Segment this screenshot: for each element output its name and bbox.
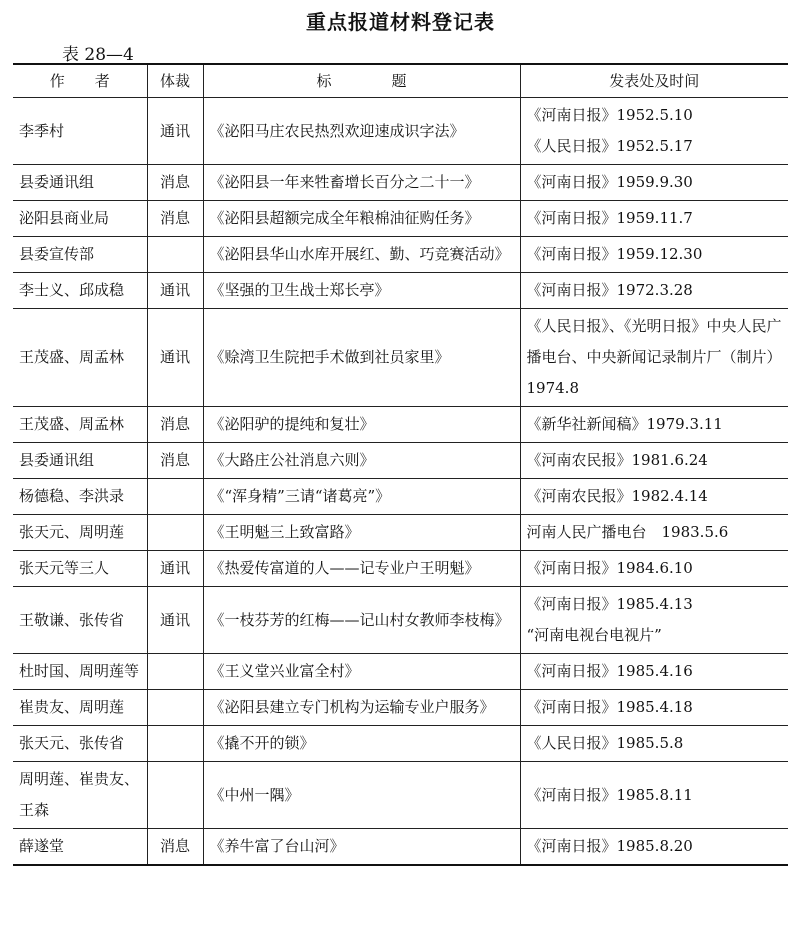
author-cell: 县委宣传部 [13,237,147,273]
table-label: 表 28—4 [62,45,134,65]
genre-cell [147,690,203,726]
publication-cell [520,237,788,273]
publication-line: 《河南日报》1952.5.10 [526,106,693,124]
table-row [13,237,788,273]
publication-cell [520,829,788,866]
table-row [13,479,788,515]
headline-cell: 《坚强的卫生战士郑长亭》 [203,273,520,309]
author-cell: 泌阳县商业局 [13,201,147,237]
table-row [13,654,788,690]
publication-line: 《河南日报》1985.4.18 [526,698,693,716]
author-cell: 县委通讯组 [13,165,147,201]
publication-line: 《河南日报》1959.11.7 [526,209,693,227]
genre-cell: 通讯 [147,273,203,309]
publication-line: 《新华社新闻稿》1979.3.11 [526,415,723,433]
table-row [13,443,788,479]
table-row [13,829,788,866]
publication-cell [520,273,788,309]
column-header-headline: 标 题 [203,64,520,98]
author-cell: 张天元、周明莲 [13,515,147,551]
publication-line: 《人民日报》1985.5.8 [526,734,684,752]
publication-cell [520,309,788,407]
registration-table [13,63,788,866]
publication-line: 《河南日报》1984.6.10 [526,559,693,577]
publication-line: 《河南日报》1985.4.13 [526,595,693,613]
headline-cell: 《大路庄公社消息六则》 [203,443,520,479]
headline-cell: 《一枝芬芳的红梅——记山村女教师李枝梅》 [203,587,520,654]
headline-cell: 《泌阳马庄农民热烈欢迎速成识字法》 [203,98,520,165]
table-row [13,165,788,201]
genre-cell [147,762,203,829]
publication-line: 《河南农民报》1982.4.14 [526,487,708,505]
genre-cell: 通讯 [147,98,203,165]
table-body [13,98,788,866]
publication-line: “河南电视台电视片” [526,626,662,644]
author-cell: 王敬谦、张传省 [13,587,147,654]
column-header-genre: 体裁 [147,64,203,98]
table-row [13,515,788,551]
genre-cell [147,237,203,273]
author-cell: 周明莲、崔贵友、王森 [13,762,147,829]
publication-cell [520,726,788,762]
author-cell: 薛遂堂 [13,829,147,866]
table-row [13,407,788,443]
publication-line: 《河南日报》1959.12.30 [526,245,703,263]
publication-cell [520,690,788,726]
headline-cell: 《中州一隅》 [203,762,520,829]
headline-cell: 《“浑身精”三请“诸葛亮”》 [203,479,520,515]
genre-cell [147,654,203,690]
column-header-publication: 发表处及时间 [520,64,788,98]
headline-cell: 《泌阳驴的提纯和复壮》 [203,407,520,443]
author-cell: 张天元等三人 [13,551,147,587]
author-cell: 王茂盛、周孟林 [13,309,147,407]
table-row [13,587,788,654]
table-row [13,201,788,237]
author-cell: 杜时国、周明莲等 [13,654,147,690]
table-row [13,273,788,309]
headline-cell: 《撬不开的锁》 [203,726,520,762]
headline-cell: 《泌阳县一年来牲畜增长百分之二十一》 [203,165,520,201]
author-cell: 李季村 [13,98,147,165]
table-row [13,551,788,587]
table-row [13,726,788,762]
genre-cell: 消息 [147,201,203,237]
genre-cell: 通讯 [147,551,203,587]
headline-cell: 《王义堂兴业富全村》 [203,654,520,690]
page-title: 重点报道材料登记表 [306,10,495,34]
publication-cell [520,201,788,237]
genre-cell: 通讯 [147,587,203,654]
genre-cell: 通讯 [147,309,203,407]
headline-cell: 《热爱传富道的人——记专业户王明魁》 [203,551,520,587]
publication-cell [520,587,788,654]
author-cell: 崔贵友、周明莲 [13,690,147,726]
publication-line: 《人民日报》、《光明日报》中央人民广播电台、中央新闻记录制片厂（制片）1974.8 [526,317,782,397]
author-cell: 王茂盛、周孟林 [13,407,147,443]
publication-line: 《河南日报》1985.4.16 [526,662,693,680]
publication-cell [520,654,788,690]
publication-line: 《河南日报》1959.9.30 [526,173,693,191]
genre-cell: 消息 [147,165,203,201]
publication-cell [520,407,788,443]
publication-cell [520,479,788,515]
genre-cell [147,479,203,515]
publication-line: 河南人民广播电台 1983.5.6 [526,523,729,541]
genre-cell: 消息 [147,443,203,479]
publication-cell [520,443,788,479]
table-row [13,309,788,407]
genre-cell: 消息 [147,829,203,866]
publication-line: 《河南日报》1985.8.11 [526,785,693,804]
publication-line: 《河南日报》1972.3.28 [526,281,693,299]
publication-line: 《人民日报》1952.5.17 [526,137,693,155]
column-header-author: 作 者 [13,64,147,98]
publication-cell [520,515,788,551]
headline-cell: 《泌阳县建立专门机构为运输专业户服务》 [203,690,520,726]
headline-cell: 《养牛富了台山河》 [203,829,520,866]
table-row [13,690,788,726]
genre-cell [147,515,203,551]
publication-cell [520,165,788,201]
author-cell: 张天元、张传省 [13,726,147,762]
table-row [13,98,788,165]
publication-line: 《河南农民报》1981.6.24 [526,451,708,469]
headline-cell: 《泌阳县华山水库开展红、勤、巧竞赛活动》 [203,237,520,273]
genre-cell: 消息 [147,407,203,443]
genre-cell [147,726,203,762]
publication-cell [520,762,788,829]
author-cell: 杨德稳、李洪录 [13,479,147,515]
author-cell: 李士义、邱成稳 [13,273,147,309]
author-cell: 县委通讯组 [13,443,147,479]
publication-cell [520,551,788,587]
table-header-row [13,64,788,98]
publication-cell [520,98,788,165]
publication-line: 《河南日报》1985.8.20 [526,837,693,855]
headline-cell: 《王明魁三上致富路》 [203,515,520,551]
headline-cell: 《泌阳县超额完成全年粮棉油征购任务》 [203,201,520,237]
headline-cell: 《赊湾卫生院把手术做到社员家里》 [203,309,520,407]
table-row [13,762,788,829]
